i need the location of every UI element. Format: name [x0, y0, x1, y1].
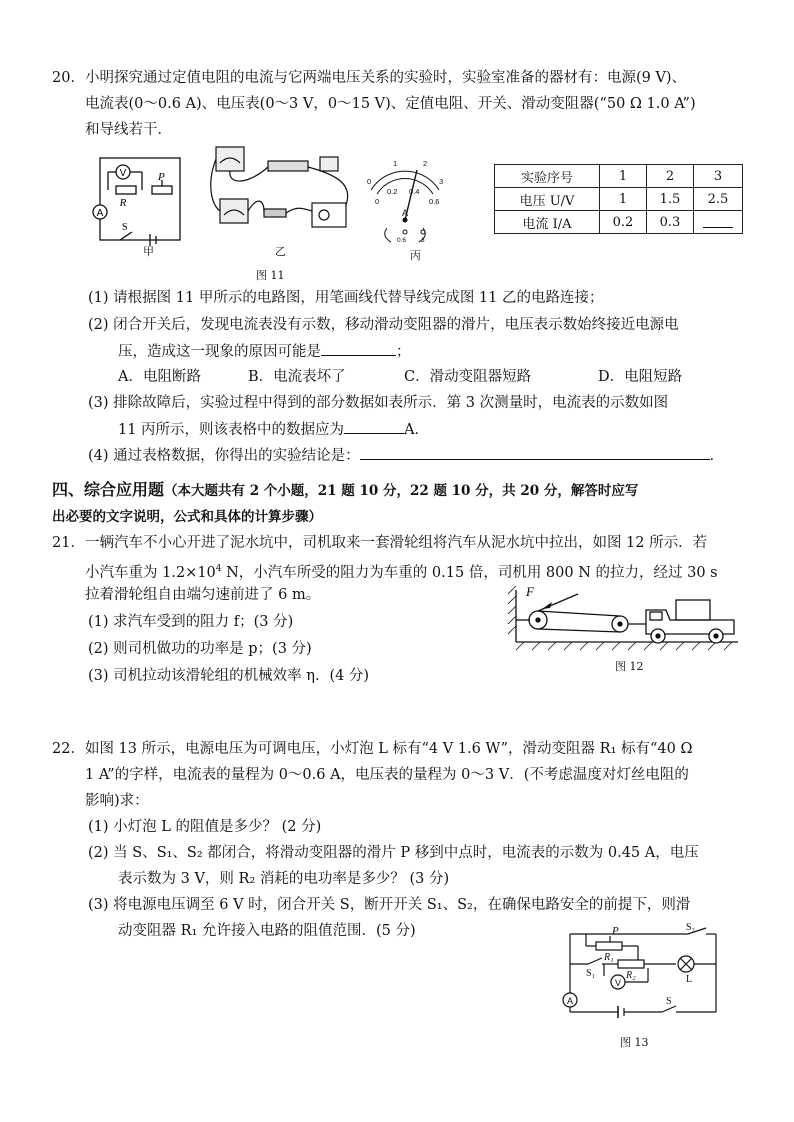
q20-part-2-line-1: (2) 闭合开关后，发现电流表没有示数，移动滑动变阻器的滑片，电压表示数始终接近电源电 [88, 317, 679, 333]
q20-option-a: A．电阻断路 [118, 369, 201, 385]
dial-tick-0-top: 0 [367, 177, 372, 186]
q20-line-3: 和导线若干． [85, 122, 172, 138]
fig11-ammeter-dial [365, 160, 445, 244]
fig13-label-a: A [567, 996, 574, 1006]
q20-part-1: (1) 请根据图 11 甲所示的电路图，用笔画线代替导线完成图 11 乙的电路连接； [88, 290, 604, 306]
dial-unit: A [402, 208, 409, 218]
table-cell: 电压 U/V [495, 188, 600, 211]
q22-part-2-line-1: (2) 当 S、S₁、S₂ 都闭合，将滑动变阻器的滑片 P 移到中点时，电流表的示数为 0.45 A，电压 [88, 845, 699, 861]
table-cell: 2.5 [694, 188, 743, 211]
table-row [495, 165, 743, 188]
fig11-apparatus-sketch [208, 145, 358, 245]
fig13-circuit-diagram [548, 920, 728, 1024]
q21-line-2 [85, 559, 718, 583]
table-cell: 实验序号 [495, 165, 600, 188]
answer-blank[interactable] [344, 419, 404, 434]
q20-option-d: D．电阻短路 [598, 369, 683, 385]
q20-part-2-line-2 [118, 341, 411, 362]
q22-part-1: (1) 小灯泡 L 的阻值是多少？ (2 分) [88, 819, 322, 835]
fig13-caption: 图 13 [620, 1036, 649, 1049]
dial-tick-2: 2 [423, 159, 428, 168]
q20-line-2: 电流表(0～0.6 A)、电压表(0～3 V，0～15 V)、定值电阻、开关、滑动变阻器(“50 Ω 1.0 A”) [85, 96, 696, 112]
q20-part-3-end: A． [404, 422, 430, 438]
table-cell: 1 [600, 165, 647, 188]
q20-option-b: B．电流表坏了 [248, 369, 346, 385]
q21-line-1: 21．一辆汽车不小心开进了泥水坑中，司机取来一套滑轮组将汽车从泥水坑中拉出，如图 12 所示．若 [52, 535, 708, 551]
q22-line-3: 影响)求： [85, 793, 149, 809]
fig13-label-l: L [686, 974, 693, 985]
q20-part-4-end: ． [709, 448, 725, 464]
q20-part-4 [88, 445, 724, 466]
table-cell: 0.2 [600, 211, 647, 234]
q20-option-c: C．滑动变阻器短路 [404, 369, 532, 385]
q22-part-3-line-1: (3) 将电源电压调至 6 V 时，闭合开关 S，断开开关 S₁、S₂，在确保电路安全的前提下，则滑 [88, 897, 691, 913]
circuit-label-a: A [96, 208, 104, 219]
dial-tick-0-4: 0.4 [409, 187, 420, 196]
q20-part-2-text: 压，造成这一现象的原因可能是 [118, 344, 321, 360]
table-row [495, 188, 743, 211]
q21-line-2b: N，小汽车所受的阻力为车重的 0.15 倍，司机用 800 N 的拉力，经过 30 s [221, 564, 718, 581]
fig13-label-r1: R₁ [604, 952, 614, 963]
section-note-1: （本大题共有 2 个小题，21 题 10 分，22 题 10 分，共 20 分，解答时应写 [164, 483, 639, 499]
section-title: 四、综合应用题 [52, 480, 165, 499]
fig13-label-r2: R₂ [626, 970, 636, 981]
q20-part-2-end: ； [396, 344, 411, 360]
dial-tick-0-2: 0.2 [387, 187, 398, 196]
table-cell: 1.5 [647, 188, 694, 211]
q21-part-3: (3) 司机拉动该滑轮组的机械效率 η．(4 分) [88, 668, 370, 684]
fig13-label-s1: S₁ [586, 968, 596, 979]
q21-part-1: (1) 求汽车受到的阻力 f；(3 分) [88, 614, 294, 630]
table-cell: 3 [694, 165, 743, 188]
fig13-label-s2: S₂ [686, 922, 696, 933]
table-cell: 0.3 [647, 211, 694, 234]
q20-part-3-line-2 [118, 419, 429, 440]
fig11-label-jia: 甲 [143, 245, 154, 258]
section-4-heading [52, 480, 638, 501]
q20-line-1: 20．小明探究通过定值电阻的电流与它两端电压关系的实验时，实验室准备的器材有：电源(9 V)、 [52, 70, 687, 86]
fig11-label-yi: 乙 [275, 245, 286, 258]
section-note-2: 出必要的文字说明，公式和具体的计算步骤） [52, 509, 322, 525]
fig11-caption: 图 11 [256, 269, 285, 282]
answer-blank-cell[interactable] [694, 211, 743, 234]
table-cell: 电流 I/A [495, 211, 600, 234]
fig13-label-v: V [615, 978, 622, 988]
dial-tick-3: 3 [439, 177, 444, 186]
q22-line-1: 22．如图 13 所示，电源电压为可调电压，小灯泡 L 标有“4 V 1.6 W”，滑动变阻器 R₁ 标有“40 Ω [52, 741, 693, 757]
circuit-label-s: S [122, 222, 128, 233]
q22-part-2-line-2: 表示数为 3 V，则 R₂ 消耗的电功率是多少？ (3 分) [118, 871, 450, 887]
q22-line-2: 1 A”的字样，电流表的量程为 0～0.6 A，电压表的量程为 0～3 V．(不考虑温度对灯丝电阻的 [85, 767, 689, 783]
q20-part-4-text: (4) 通过表格数据，你得出的实验结论是： [88, 448, 360, 464]
table-cell: 2 [647, 165, 694, 188]
circuit-label-r: R [119, 197, 127, 209]
circuit-label-p: P [158, 171, 165, 183]
q20-part-3-line-1: (3) 排除故障后，实验过程中得到的部分数据如表所示．第 3 次测量时，电流表的示数如图 [88, 395, 669, 411]
fig11-label-bing: 丙 [410, 249, 421, 262]
dial-tick-0-6: 0.6 [429, 197, 440, 206]
force-label-f: F [526, 584, 534, 599]
dial-terminal-3: 3 [421, 237, 425, 244]
fig13-label-p: P [612, 925, 619, 937]
fig11-circuit-diagram [90, 150, 190, 250]
circuit-label-v: V [119, 168, 127, 179]
q21-line-3: 拉着滑轮组自由端匀速前进了 6 m。 [85, 587, 321, 603]
q21-part-2: (2) 则司机做功的功率是 p；(3 分) [88, 641, 312, 657]
answer-blank[interactable] [360, 445, 710, 460]
answer-blank[interactable] [321, 341, 396, 356]
q21-exponent: 4 [215, 564, 222, 574]
dial-terminal-0-6: 0.6 [397, 237, 407, 244]
dial-tick-0-bottom: 0 [375, 197, 380, 206]
table-row [495, 211, 743, 234]
experiment-data-table [494, 164, 743, 234]
q20-part-3-text: 11 丙所示，则该表格中的数据应为 [118, 422, 345, 438]
fig13-label-s: S [666, 996, 672, 1007]
fig12-car-pulley-diagram [508, 582, 744, 652]
fig12-caption: 图 12 [615, 660, 644, 673]
table-cell: 1 [600, 188, 647, 211]
q21-line-2a: 小汽车重为 1.2×10 [85, 564, 216, 581]
dial-tick-1: 1 [393, 159, 398, 168]
q22-part-3-line-2: 动变阻器 R₁ 允许接入电路的阻值范围．(5 分) [118, 923, 416, 939]
